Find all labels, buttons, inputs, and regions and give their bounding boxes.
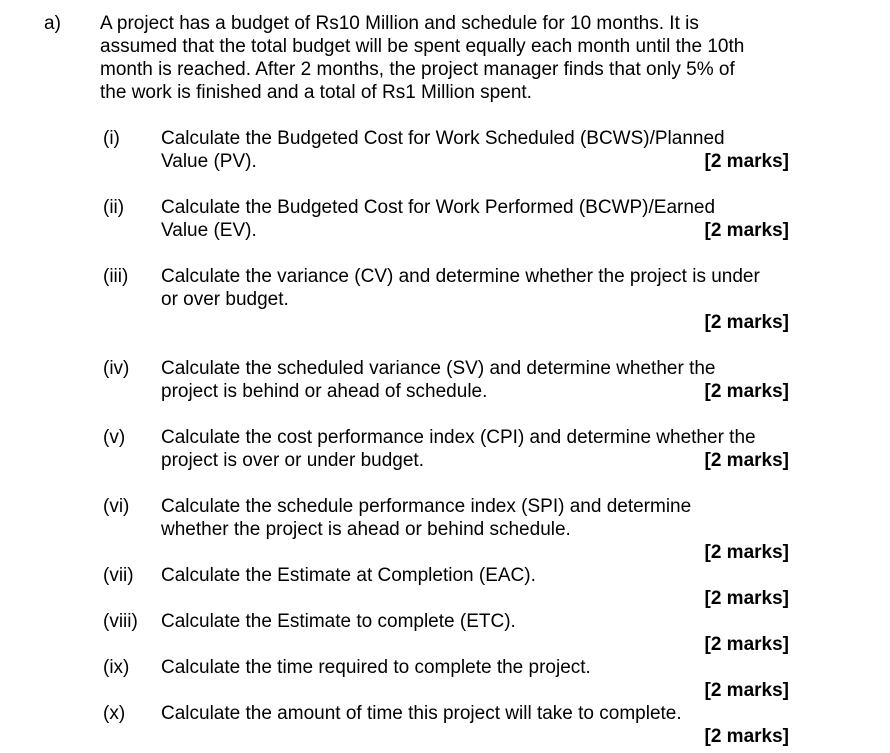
part-text: Value (EV). bbox=[161, 220, 257, 241]
part-number: (ix) bbox=[103, 657, 130, 678]
part-text: Calculate the scheduled variance (SV) and determine whether the bbox=[161, 358, 716, 379]
part-text: Calculate the Budgeted Cost for Work Performed (BCWP)/Earned bbox=[161, 197, 716, 218]
part-text: Value (PV). bbox=[161, 151, 257, 172]
part-number: (vii) bbox=[103, 565, 134, 586]
part-number: (x) bbox=[103, 703, 126, 724]
marks-label: [2 marks] bbox=[704, 634, 789, 655]
part-number: (ii) bbox=[103, 197, 125, 218]
marks-label: [2 marks] bbox=[704, 312, 789, 333]
marks-label: [2 marks] bbox=[704, 151, 789, 172]
part-text: Calculate the schedule performance index (SPI) and determine bbox=[161, 496, 692, 517]
part-text: Calculate the Estimate to complete (ETC). bbox=[161, 611, 516, 632]
part-text: Calculate the Budgeted Cost for Work Scheduled (BCWS)/Planned bbox=[161, 128, 725, 149]
part-text: Calculate the variance (CV) and determine whether the project is under bbox=[161, 266, 760, 287]
part-text: project is behind or ahead of schedule. bbox=[161, 381, 488, 402]
part-text: or over budget. bbox=[161, 289, 289, 310]
part-number: (vi) bbox=[103, 496, 130, 517]
marks-label: [2 marks] bbox=[704, 680, 789, 701]
marks-label: [2 marks] bbox=[704, 542, 789, 563]
part-text: Calculate the Estimate at Completion (EAC). bbox=[161, 565, 536, 586]
intro-line: assumed that the total budget will be spent equally each month until the 10th bbox=[100, 36, 745, 57]
part-text: Calculate the cost performance index (CPI) and determine whether the bbox=[161, 427, 756, 448]
marks-label: [2 marks] bbox=[704, 381, 789, 402]
intro-line: the work is finished and a total of Rs1 Million spent. bbox=[100, 82, 532, 103]
part-number: (iv) bbox=[103, 358, 130, 379]
part-number: (v) bbox=[103, 427, 126, 448]
intro-line: A project has a budget of Rs10 Million and schedule for 10 months. It is bbox=[100, 13, 699, 34]
part-text: project is over or under budget. bbox=[161, 450, 424, 471]
marks-label: [2 marks] bbox=[704, 220, 789, 241]
part-text: Calculate the amount of time this project will take to complete. bbox=[161, 703, 682, 724]
part-number: (i) bbox=[103, 128, 120, 149]
part-text: whether the project is ahead or behind schedule. bbox=[161, 519, 571, 540]
part-number: (viii) bbox=[103, 611, 138, 632]
marks-label: [2 marks] bbox=[704, 726, 789, 747]
part-text: Calculate the time required to complete the project. bbox=[161, 657, 591, 678]
part-number: (iii) bbox=[103, 266, 129, 287]
marks-label: [2 marks] bbox=[704, 588, 789, 609]
question-label: a) bbox=[44, 13, 61, 34]
intro-line: month is reached. After 2 months, the project manager finds that only 5% of bbox=[100, 59, 735, 80]
marks-label: [2 marks] bbox=[704, 450, 789, 471]
